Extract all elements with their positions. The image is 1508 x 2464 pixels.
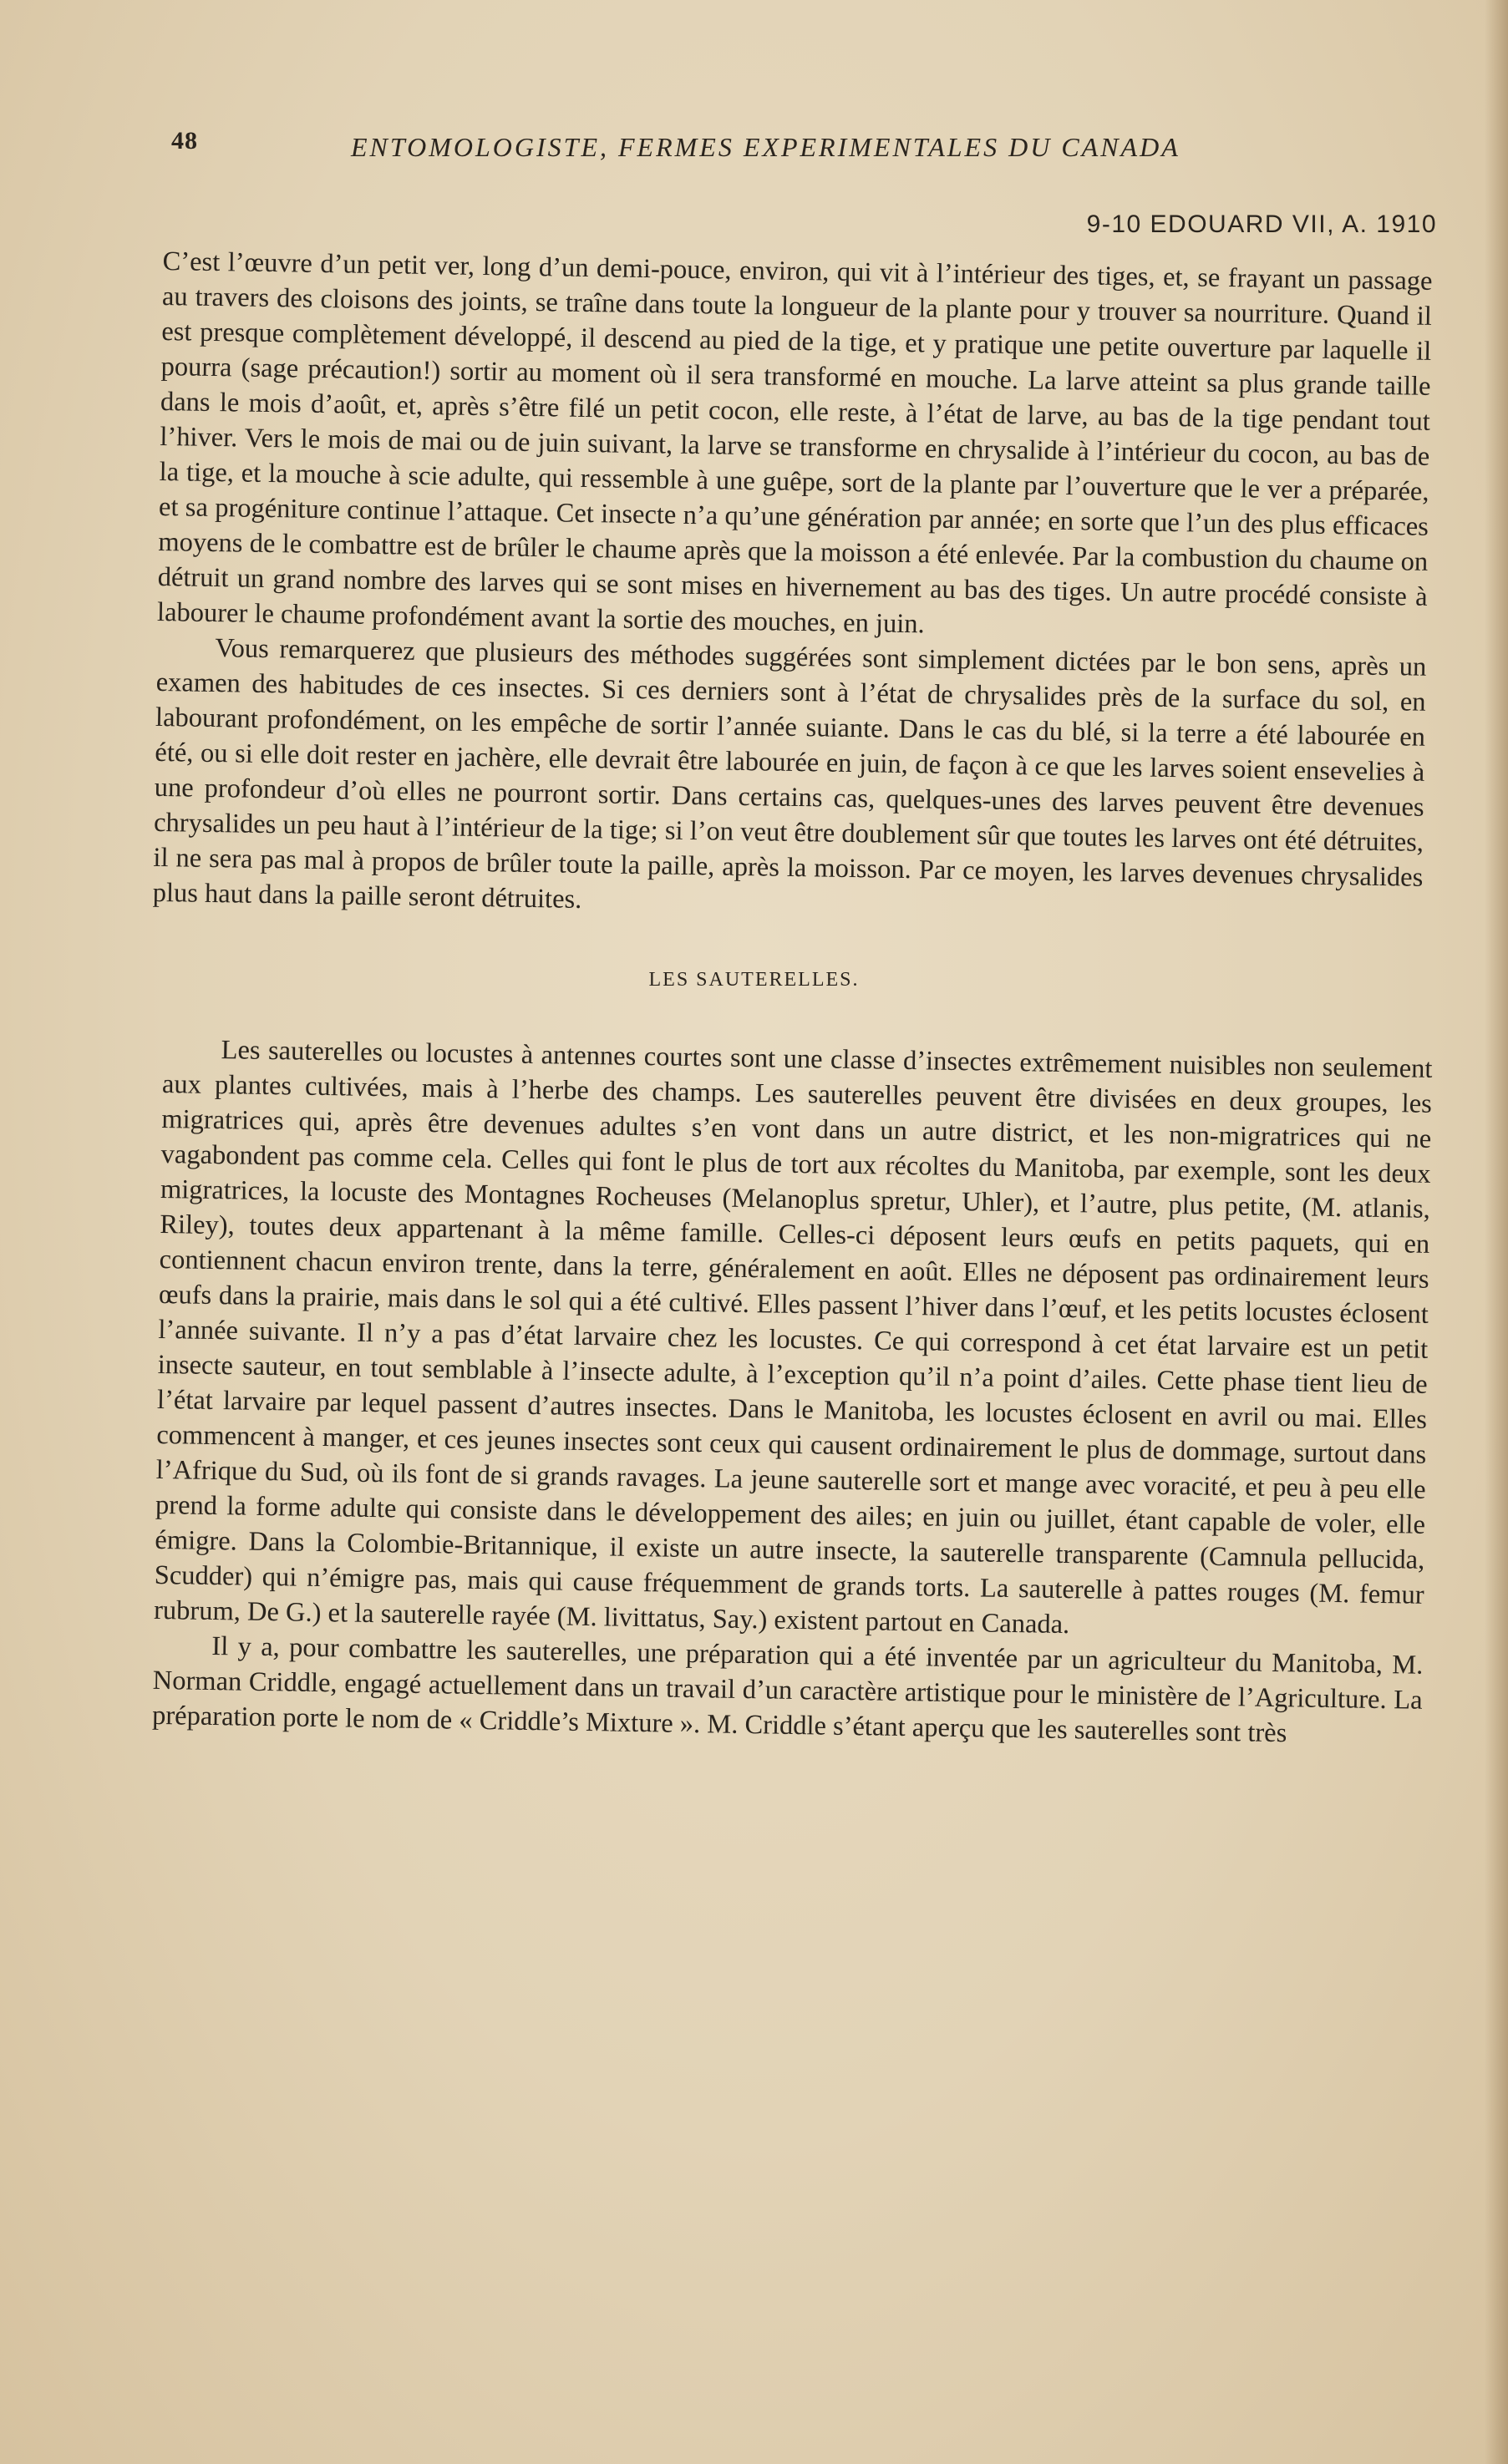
running-title: ENTOMOLOGISTE, FERMES EXPERIMENTALES DU CANADA — [351, 132, 1181, 162]
paragraph: C’est l’œuvre d’un petit ver, long d’un demi-pouce, environ, qui vit à l’intérieur des tiges, et, se frayant un passage au travers des cloisons des joints, se traîne dans toute la longueur de la plante pour y trouver sa nourriture. Quand il est presque complètement développé, il descend au pied de la tige, et y pratique une petite ouverture par laquelle il pourra (sage précaution!) sortir au moment où il sera transformé en mouche. La larve atteint sa plus grande taille dans le mois d’août, et, après s’être filé un petit cocon, elle reste, à l’état de larve, au bas de la tige pendant tout l’hiver. Vers le mois de mai ou de juin suivant, la larve se transforme en chrysalide à l’intérieur du cocon, au bas de la tige, et la mouche à scie adulte, qui ressemble à une guêpe, sort de la plante par l’ouverture que le ver a préparée, et sa progéniture continue l’attaque. Cet insecte n’a qu’une génération par année; en sorte que l’un des plus efficaces moyens de le combattre est de brûler le chaume après que la moisson a été enlevée. Par la combustion du chaume on détruit un grand nombre des larves qui se sont mises en hivernement au bas des tiges. Un autre procédé consiste à labourer le chaume profondément avant la sortie des mouches, en juin. — [156, 246, 1433, 640]
text-block-upper — [152, 244, 1432, 930]
session-reference: 9-10 EDOUARD VII, A. 1910 — [1086, 210, 1437, 238]
section-heading: LES SAUTERELLES. — [648, 969, 860, 991]
paragraph: Vous remarquerez que plusieurs des méthodes suggérées sont simplement dictées par le bon sens, après un examen des habitudes de ces insectes. Si ces derniers sont à l’état de chrysalides près de la surface du sol, en labourant profondément, on les empêche de sortir l’année suiante. Dans le cas du blé, si la terre a été labourée en été, ou si elle doit rester en jachère, elle devrait être labourée en juin, de façon à ce que les larves soient ensevelies à une profondeur d’où elles ne pourront sortir. Dans certains cas, quelques-unes des larves peuvent être devenues chrysalides un peu haut à l’intérieur de la tige; si l’on veut être doublement sûr que toutes les larves ont été détruites, il ne sera pas mal à propos de brûler toute la paille, après la moisson. Par ce moyen, les larves devenues chrysalides plus haut dans la paille seront détruites. — [152, 633, 1427, 915]
page-number: 48 — [171, 127, 198, 155]
paragraph: Les sauterelles ou locustes à antennes courtes sont une classe d’insectes extrêmement nuisibles non seulement aux plantes cultivées, mais à l’herbe des champs. Les sauterelles peuvent être divisées en deux groupes, les migratrices qui, après être devenues adultes s’en vont dans un autre district, et les non-migratrices qui ne vagabondent pas comme cela. Celles qui font le plus de tort aux récoltes du Manitoba, par exemple, sont les deux migratrices, la locuste des Montagnes Rocheuses (Melanoplus spretur, Uhler), et l’autre, plus petite, (M. atlanis, Riley), toutes deux appartenant à la même famille. Celles-ci déposent leurs œufs en petits paquets, qui en contiennent chacun environ trente, dans la terre, généralement en août. Elles ne déposent pas ordinairement leurs œufs dans la prairie, mais dans le sol qui a été cultivé. Elles passent l’hiver dans l’œuf, et les petits locustes éclosent l’année suivante. Il n’y a pas d’état larvaire chez les locustes. Ce qui correspond à cet état larvaire est un petit insecte sauteur, en tout semblable à l’insecte adulte, à l’exception qu’il n’a point d’ailes. Cette phase tient lieu de l’état larvaire par lequel passent d’autres insectes. Dans le Manitoba, les locustes éclosent en avril ou mai. Elles commencent à manger, et ces jeunes insectes sont ceux qui causent ordinairement le plus de dommage, surtout dans l’Afrique du Sud, où ils font de si grands ravages. La jeune sauterelle sort et mange avec voracité, et peu à peu elle prend la forme adulte qui consiste dans le développement des ailes; en juin ou juillet, étant capable de voler, elle émigre. Dans la Colombie-Britannique, il existe un autre insecte, la sauterelle transparente (Camnula pellucida, Scudder) qui n’émigre pas, mais qui cause fréquemment de grands torts. La sauterelle à pattes rouges (M. femur rubrum, De G.) et la sauterelle rayée (M. livittatus, Say.) existent partout en Canada. — [153, 1035, 1433, 1640]
paragraph: Il y a, pour combattre les sauterelles, une préparation qui a été inventée par un agriculteur du Manitoba, M. Norman Criddle, engagé actuellement dans un travail d’un caractère artistique pour le ministère de l’Agriculture. La préparation porte le nom de « Criddle’s Mixture ». M. Criddle s’étant aperçu que les sauterelles sont très — [151, 1631, 1424, 1749]
text-block-lower — [152, 1032, 1433, 1753]
